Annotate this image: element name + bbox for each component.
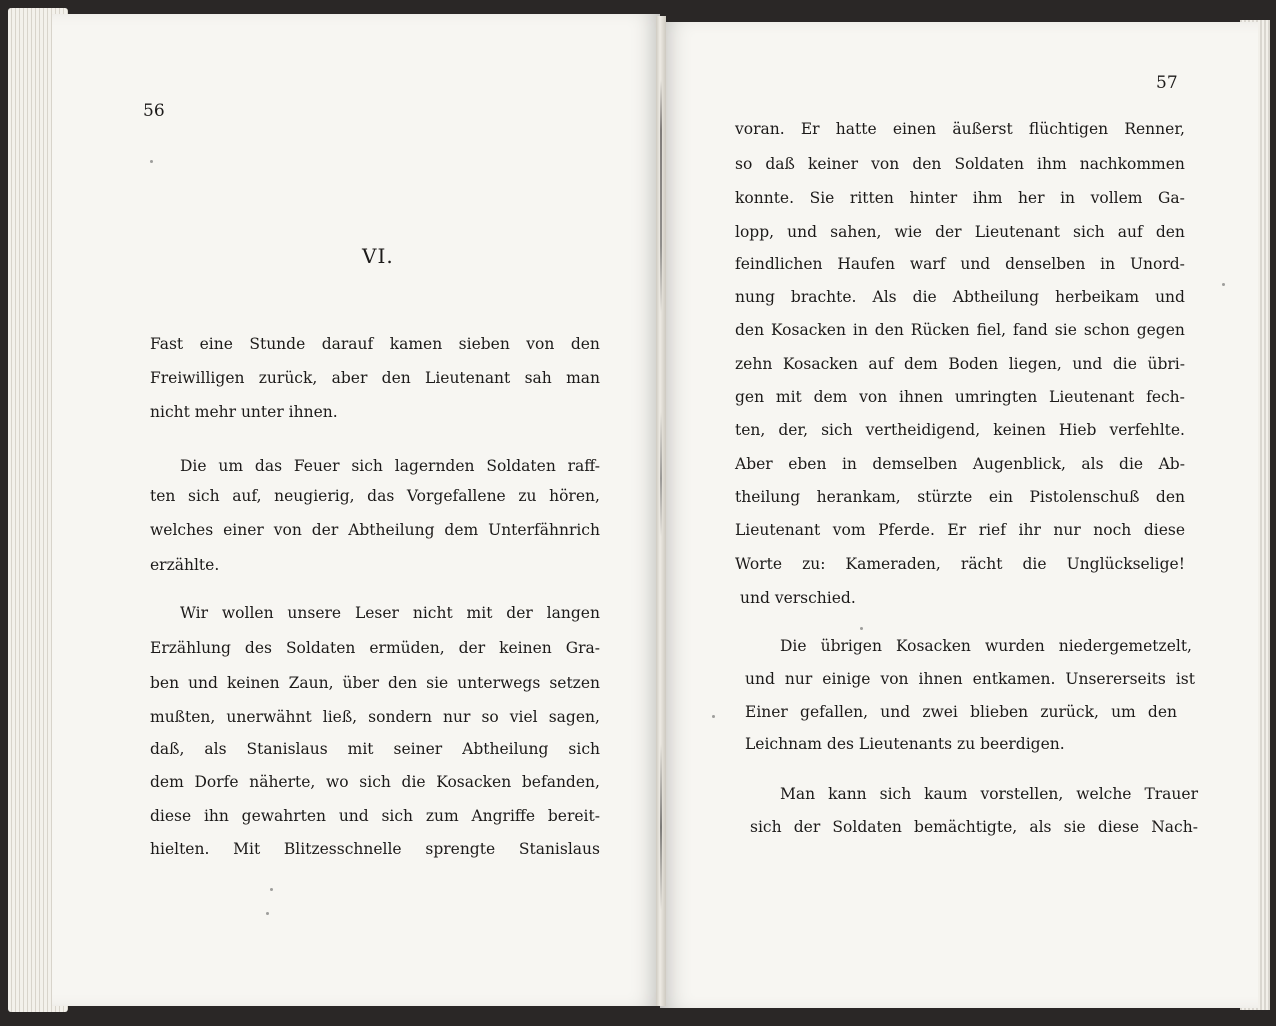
text-line: ten, der, sich vertheidigend, keinen Hieb verfehlte.	[735, 421, 1185, 439]
text-line: sich der Soldaten bemächtigte, als sie diese Nach-	[750, 818, 1198, 836]
text-line: Die um das Feuer sich lagernden Soldaten raff-	[180, 457, 600, 475]
left-page-number: 56	[143, 101, 165, 121]
text-line: ben und keinen Zaun, über den sie unterwegs setzen	[150, 674, 600, 692]
text-line: lopp, und sahen, wie der Lieutenant sich auf den	[735, 223, 1185, 241]
print-speck	[270, 888, 273, 891]
text-line: und nur einige von ihnen entkamen. Unsererseits ist	[745, 670, 1195, 688]
text-line: und verschied.	[740, 589, 856, 607]
text-line: erzählte.	[150, 556, 220, 574]
text-line: den Kosacken in den Rücken fiel, fand sie schon gegen	[735, 321, 1185, 339]
text-line: nicht mehr unter ihnen.	[150, 403, 338, 421]
text-line: hielten. Mit Blitzesschnelle sprengte Stanislaus	[150, 840, 600, 858]
text-line: mußten, unerwähnt ließ, sondern nur so viel sagen,	[150, 708, 600, 726]
chapter-heading: VI.	[362, 244, 394, 268]
gutter-shadow	[660, 80, 662, 910]
print-speck	[1222, 283, 1225, 286]
text-line: Worte zu: Kameraden, rächt die Unglückselige!	[735, 555, 1185, 573]
print-speck	[266, 912, 269, 915]
print-speck	[150, 160, 153, 163]
text-line: feindlichen Haufen warf und denselben in Unord-	[735, 255, 1185, 273]
text-line: Freiwilligen zurück, aber den Lieutenant sah man	[150, 369, 600, 387]
text-line: theilung herankam, stürzte ein Pistolenschuß den	[735, 488, 1185, 506]
text-line: Leichnam des Lieutenants zu beerdigen.	[745, 735, 1065, 753]
text-line: Fast eine Stunde darauf kamen sieben von den	[150, 335, 600, 353]
text-line: diese ihn gewahrten und sich zum Angriffe bereit-	[150, 807, 600, 825]
text-line: gen mit dem von ihnen umringten Lieutenant fech-	[735, 388, 1185, 406]
print-speck	[712, 715, 715, 718]
text-line: Die übrigen Kosacken wurden niedergemetzelt,	[780, 637, 1192, 655]
text-line: voran. Er hatte einen äußerst flüchtigen Renner,	[735, 120, 1185, 138]
text-line: ten sich auf, neugierig, das Vorgefallene zu hören,	[150, 487, 600, 505]
text-line: zehn Kosacken auf dem Boden liegen, und die übri-	[735, 355, 1185, 373]
text-line: welches einer von der Abtheilung dem Unterfähnrich	[150, 521, 600, 539]
text-line: Man kann sich kaum vorstellen, welche Trauer	[780, 785, 1198, 803]
print-speck	[860, 627, 863, 630]
text-line: Einer gefallen, und zwei blieben zurück, um den	[745, 703, 1177, 721]
right-page-number: 57	[1156, 73, 1178, 93]
text-line: Wir wollen unsere Leser nicht mit der langen	[180, 604, 600, 622]
text-line: daß, als Stanislaus mit seiner Abtheilung sich	[150, 740, 600, 758]
text-line: nung brachte. Als die Abtheilung herbeikam und	[735, 288, 1185, 306]
text-line: Lieutenant vom Pferde. Er rief ihr nur noch diese	[735, 521, 1185, 539]
text-line: so daß keiner von den Soldaten ihm nachkommen	[735, 155, 1185, 173]
text-line: konnte. Sie ritten hinter ihm her in vollem Ga-	[735, 189, 1185, 207]
text-line: Aber eben in demselben Augenblick, als die Ab-	[735, 455, 1185, 473]
text-line: dem Dorfe näherte, wo sich die Kosacken befanden,	[150, 773, 600, 791]
text-line: Erzählung des Soldaten ermüden, der keinen Gra-	[150, 639, 600, 657]
